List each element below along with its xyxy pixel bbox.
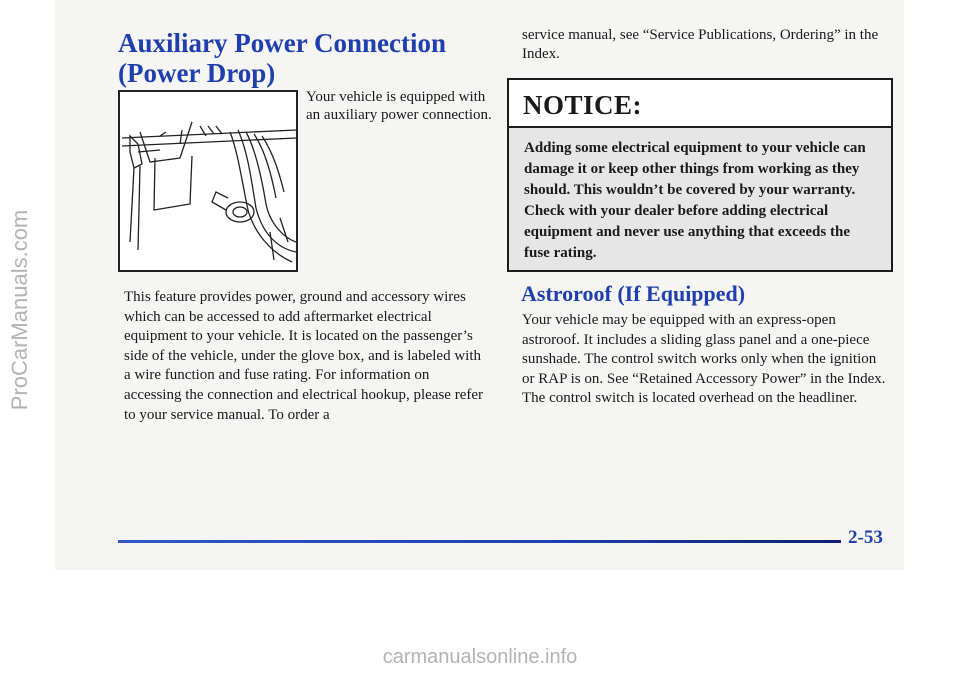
service-manual-continuation: service manual, see “Service Publications, Ordering” in the Index. bbox=[522, 27, 879, 62]
intro-paragraph: Your vehicle is equipped with an auxiliary power connection. bbox=[306, 89, 492, 123]
section-title-astroroof: Astroroof (If Equipped) bbox=[521, 281, 746, 306]
notice-text: Adding some electrical equipment to your vehicle can damage it or keep other things from working as they should. This wouldn’t be covered by your warranty. Check with your dealer before adding electrical equipment and never use anything that exceeds the fuse rating. bbox=[509, 128, 891, 270]
section-title-auxiliary-power bbox=[118, 28, 446, 88]
astroroof-description: Your vehicle may be equipped with an express-open astroroof. It includes a sliding glass panel and a one-piece sunshade. The control switch works only when the ignition or RAP is on. See “Retained Accessory Power” in the Index. The control switch is located overhead on the headliner. bbox=[522, 312, 886, 407]
title-line-2: (Power Drop) bbox=[118, 58, 276, 88]
power-connection-description: This feature provides power, ground and accessory wires which can be accessed to add aftermarket electrical equipment to your vehicle. It is located on the passenger’s side of the vehicle, under the glove box, and is labeled with a wire function and fuse rating. For information on accessing the connection and electrical hookup, please refer to your service manual. To order a bbox=[124, 289, 483, 423]
page-number: 2-53 bbox=[848, 527, 883, 548]
notice-heading: NOTICE: bbox=[509, 80, 891, 128]
power-connection-illustration bbox=[118, 90, 298, 272]
wiring-drawing-icon bbox=[120, 92, 296, 270]
bottom-watermark: carmanualsonline.info bbox=[382, 646, 578, 668]
footer-rule bbox=[118, 540, 841, 543]
title-line-1: Auxiliary Power Connection bbox=[118, 28, 446, 58]
notice-box bbox=[507, 78, 893, 272]
side-watermark bbox=[2, 160, 38, 460]
side-watermark-text: ProCarManuals.com bbox=[7, 209, 32, 411]
